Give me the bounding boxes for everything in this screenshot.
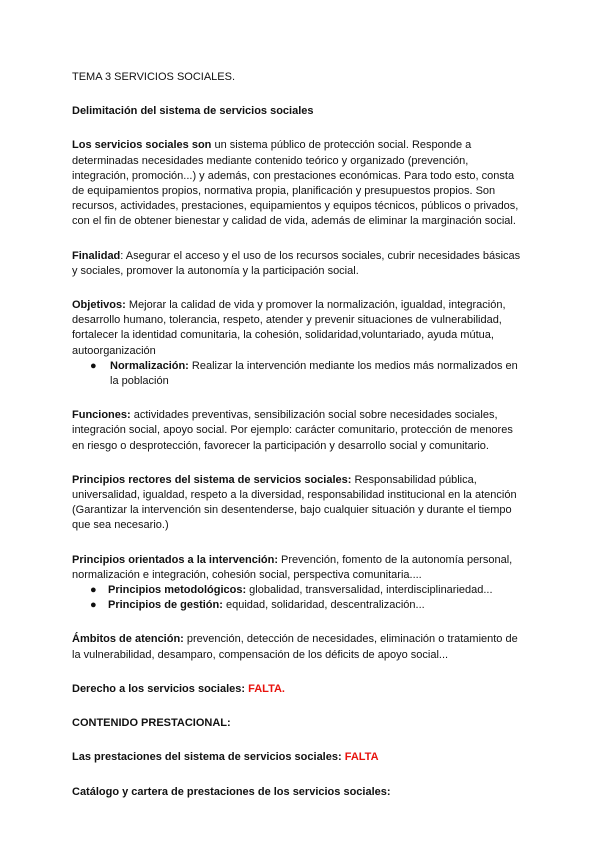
paragraph-text: un sistema público de protección social. Responde a determinadas necesidades mediante contenido teórico y organizado (prevención, integración, promoción...) y además, con prestaciones económicas. Para todo esto, consta de equipamientos propios, normativa propia, planificación y presupuestos propios. Son recursos, actividades, prestaciones, equipamientos y equipos técnicos, públicos o privados, con el fin de obtener bienestar y calidad de vida, además de eliminar la marginación social. [72, 139, 519, 228]
term-label: Finalidad [72, 249, 121, 262]
term-label: Principios de gestión: [108, 599, 223, 612]
paragraph-funciones [72, 408, 528, 454]
missing-flag: FALTA [344, 751, 379, 764]
paragraph-derecho [72, 682, 528, 697]
term-label: Los servicios sociales son [72, 139, 212, 152]
term-label: Principios orientados a la intervención: [72, 553, 278, 566]
section-heading-catalogo: Catálogo y cartera de prestaciones de los servicios sociales: [72, 785, 391, 798]
principios-bullet-list [72, 583, 528, 613]
paragraph-ambitos [72, 632, 528, 662]
term-label: Principios rectores del sistema de servicios sociales: [72, 473, 352, 486]
term-label: Normalización: [110, 359, 189, 372]
term-label: Ámbitos de atención: [72, 633, 184, 646]
term-label: Funciones: [72, 409, 131, 422]
paragraph-text: Mejorar la calidad de vida y promover la normalización, igualdad, integración, desarrollo humano, tolerancia, respeto, atender y prevenir situaciones de vulnerabilidad, fortalecer la identidad comunitaria, la cohesión, solidaridad,voluntariado, ayuda mútua, autoorganización [72, 299, 506, 357]
paragraph-objetivos [72, 298, 528, 359]
paragraph-text: Responsabilidad pública, universalidad, igualdad, respeto a la diversidad, responsabilidad institucional en la atención (Garantizar la intervención sin desentenderse, bajo cualquier situación y durante el tiempo que sea necesario.) [72, 473, 517, 532]
section-heading-delimitacion: Delimitación del sistema de servicios sociales [72, 105, 314, 118]
document-title: TEMA 3 SERVICIOS SOCIALES. [72, 71, 236, 83]
bullet-icon: ● [90, 584, 97, 597]
paragraph-prestaciones [72, 750, 528, 765]
missing-flag: FALTA. [248, 682, 285, 695]
paragraph-finalidad [72, 249, 528, 279]
list-item [72, 359, 528, 389]
paragraph-text: Prevención, fomento de la autonomía personal, normalización e integración, cohesión social, perspectiva comunitaria.... [72, 553, 513, 581]
paragraph-principios-rectores [72, 473, 528, 534]
bullet-icon: ● [90, 359, 97, 372]
paragraph-text: prevención, detección de necesidades, eliminación o tratamiento de la vulnerabilidad, desamparo, compensación de los déficits de apoyo social... [72, 633, 518, 661]
list-item-text: globalidad, transversalidad, interdisciplinariedad... [246, 584, 493, 597]
list-item [72, 598, 528, 613]
term-label: Objetivos: [72, 299, 126, 312]
term-label: Principios metodológicos: [108, 584, 247, 597]
bullet-icon: ● [90, 599, 97, 612]
list-item-text: equidad, solidaridad, descentralización... [222, 599, 425, 612]
paragraph-text: : Asegurar el acceso y el uso de los recursos sociales, cubrir necesidades básicas y sociales, promover la autonomía y la participación social. [72, 249, 521, 277]
paragraph-text: actividades preventivas, sensibilización social sobre necesidades sociales, integración social, apoyo social. Por ejemplo: carácter comunitario, protección de menores en riesgo o desprotección, favorecer la participación y desarrollo social y comunitario. [72, 409, 513, 452]
term-label: Derecho a los servicios sociales: [72, 682, 246, 695]
list-item [72, 583, 528, 598]
objetivos-bullet-list [72, 359, 528, 389]
term-label: Las prestaciones del sistema de servicios sociales: [72, 751, 342, 764]
paragraph-principios-intervencion [72, 553, 528, 583]
list-item-text: Realizar la intervención mediante los medios más normalizados en la población [110, 359, 518, 388]
paragraph-definicion [72, 138, 528, 229]
section-heading-contenido: CONTENIDO PRESTACIONAL: [72, 717, 231, 730]
